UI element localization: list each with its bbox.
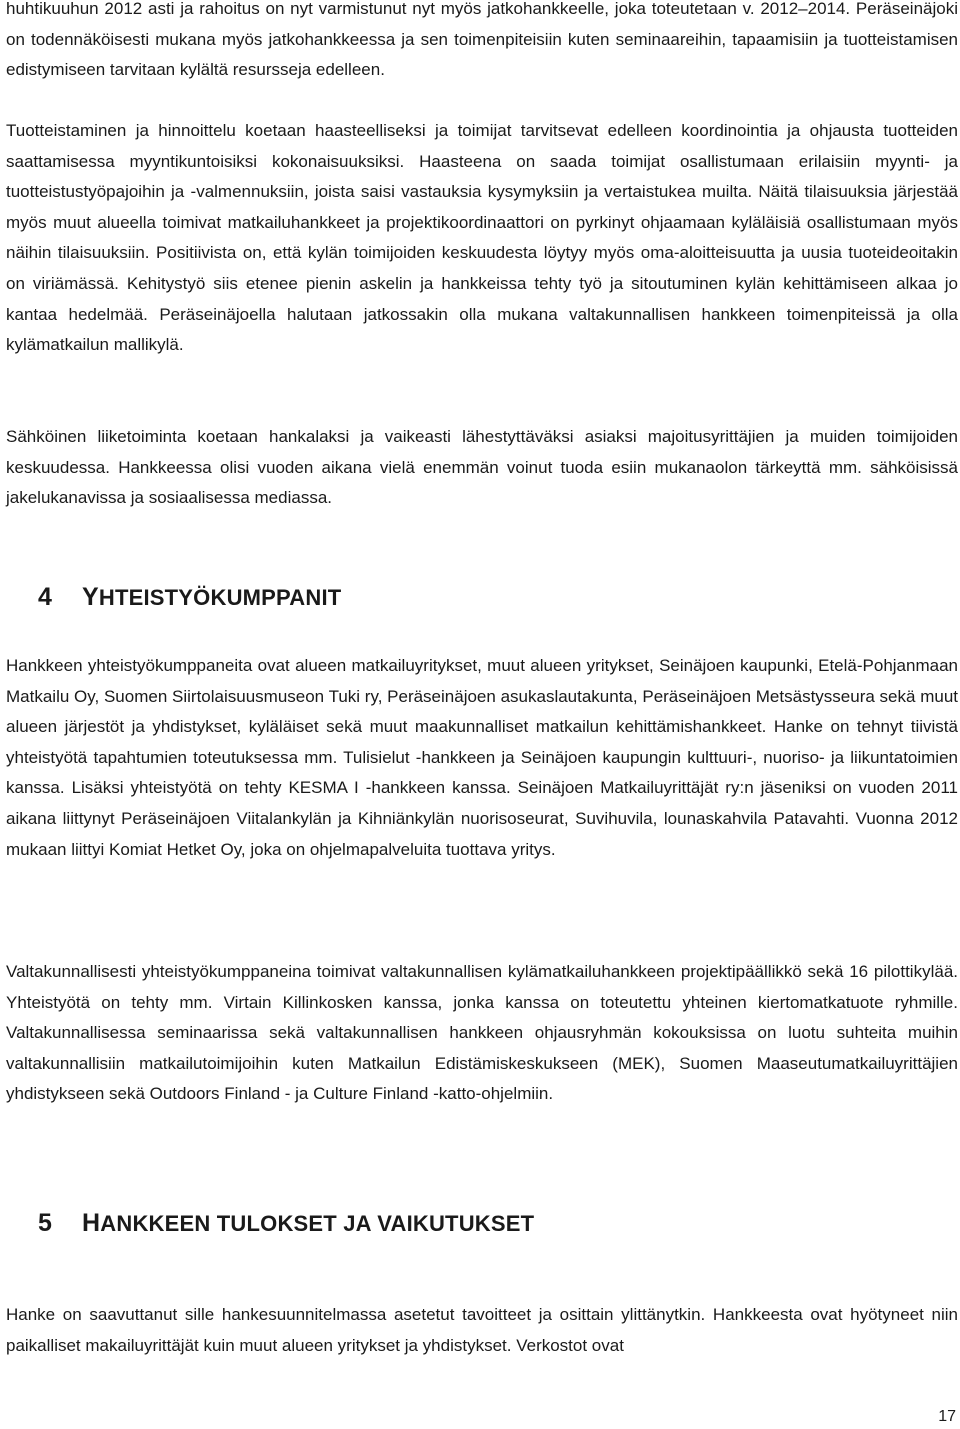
section-heading-5 bbox=[38, 1209, 534, 1238]
paragraph-partners: Hankkeen yhteistyökumppaneita ovat alueen matkailuyritykset, muut alueen yritykset, Seinäjoen kaupunki, Etelä-Pohjanmaan Matkailu Oy, Suomen Siirtolaisuusmuseon Tuki ry, Peräseinäjoen asukaslautakunta, Peräseinäjoen Metsästysseura sekä muut alueen järjestöt ja yhdistykset, kyläläiset sekä muut maakunnalliset matkailun kehittämishankkeet. Hanke on tehnyt tiivistä yhteistyötä tapahtumien toteutuksessa mm. Tulisielut -hankkeen ja Seinäjoen kaupungin kulttuuri-, nuoriso- ja liikuntatoimien kanssa. Lisäksi yhteistyötä on tehty KESMA I -hankkeen kanssa. Seinäjoen Matkailuyrittäjät ry:n jäseniksi on vuoden 2011 aikana liittynyt Peräseinäjoen Viitalankylän ja Kihniänkylän nuorisoseurat, Suvihuvila, lounaskahvila Patavahti. Vuonna 2012 mukaan liittyi Komiat Hetket Oy, joka on ohjelmapalveluita tuottava yritys. bbox=[6, 656, 958, 859]
section-title-initial: Y bbox=[82, 583, 99, 611]
section-number: 4 bbox=[38, 583, 53, 611]
section-number: 5 bbox=[38, 1209, 53, 1237]
page-number: 17 bbox=[938, 1408, 956, 1425]
section-heading-4 bbox=[38, 583, 341, 612]
section-title-rest: HTEISTYÖKUMPPANIT bbox=[98, 585, 342, 610]
section-title-rest: ANKKEEN TULOKSET JA VAIKUTUKSET bbox=[100, 1211, 535, 1236]
paragraph-productization: Tuotteistaminen ja hinnoittelu koetaan haasteelliseksi ja toimijat tarvitsevat edelleen koordinointia ja ohjausta tuotteiden saattamisessa myyntikuntoisiksi kokonaisuuksiksi. Haasteena on saada toimijat osallistumaan erilaisiin myynti- ja tuotteistustyöpajoihin ja -valmennuksiin, joista saisi vastauksia kysymyksiin ja vertaistukea muilta. Näitä tilaisuuksia järjestää myös muut alueella toimivat matkailuhankkeet ja projektikoordinaattori on pyrkinyt ohjaamaan kyläläisiä osallistumaan myös näihin tilaisuuksiin. Positiivista on, että kylän toimijoiden keskuudesta löytyy myös oma-aloitteisuutta ja uusia tuoteideoitakin on viriämässä. Kehitystyö siis etenee pienin askelin ja hankkeissa tehty työ ja sitoutuminen kylän kehittämiseen alkaa jo kantaa hedelmää. Peräseinäjoella halutaan jatkossakin olla mukana valtakunnallisen hankkeen toimenpiteissä ja olla kylämatkailun mallikylä. bbox=[6, 121, 958, 355]
paragraph-electronic-business: Sähköinen liiketoiminta koetaan hankalaksi ja vaikeasti lähestyttäväksi asiaksi majoitusyrittäjien ja muiden toimijoiden keskuudessa. Hankkeessa olisi vuoden aikana vielä enemmän voinut tuoda esiin mukanaolon tärkeyttä mm. sähköisissä jakelukanavissa ja sosiaalisessa mediassa. bbox=[6, 427, 958, 508]
section-title-initial: H bbox=[82, 1209, 101, 1237]
paragraph-intro-continuation: huhtikuuhun 2012 asti ja rahoitus on nyt varmistunut nyt myös jatkohankkeelle, joka toteutetaan v. 2012–2014. Peräseinäjoki on todennäköisesti mukana myös jatkohankkeessa ja sen toimenpiteisiin kuten seminaareihin, tapaamisiin ja tuotteistamisen edistymiseen tarvitaan kylältä resursseja edelleen. bbox=[6, 0, 958, 80]
paragraph-results: Hanke on saavuttanut sille hankesuunnitelmassa asetetut tavoitteet ja osittain ylittänytkin. Hankkeesta ovat hyötyneet niin paikalliset makailuyrittäjät kuin muut alueen yritykset ja yhdistykset. Verkostot ovat bbox=[6, 1305, 958, 1355]
paragraph-national-partners: Valtakunnallisesti yhteistyökumppaneina toimivat valtakunnallisen kylämatkailuhankkeen projektipäällikkö sekä 16 pilottikylää. Yhteistyötä on tehty mm. Virtain Killinkosken kanssa, jonka kanssa on toteutettu yhteinen kiertomatkatuote ryhmille. Valtakunnallisessa seminaarissa sekä valtakunnallisen hankkeen ohjausryhmän kokouksissa on luotu suhteita muihin valtakunnallisiin matkailutoimijoihin kuten Matkailun Edistämiskeskukseen (MEK), Suomen Maaseutumatkailuyrittäjien yhdistykseen sekä Outdoors Finland - ja Culture Finland -katto-ohjelmiin. bbox=[6, 962, 958, 1104]
